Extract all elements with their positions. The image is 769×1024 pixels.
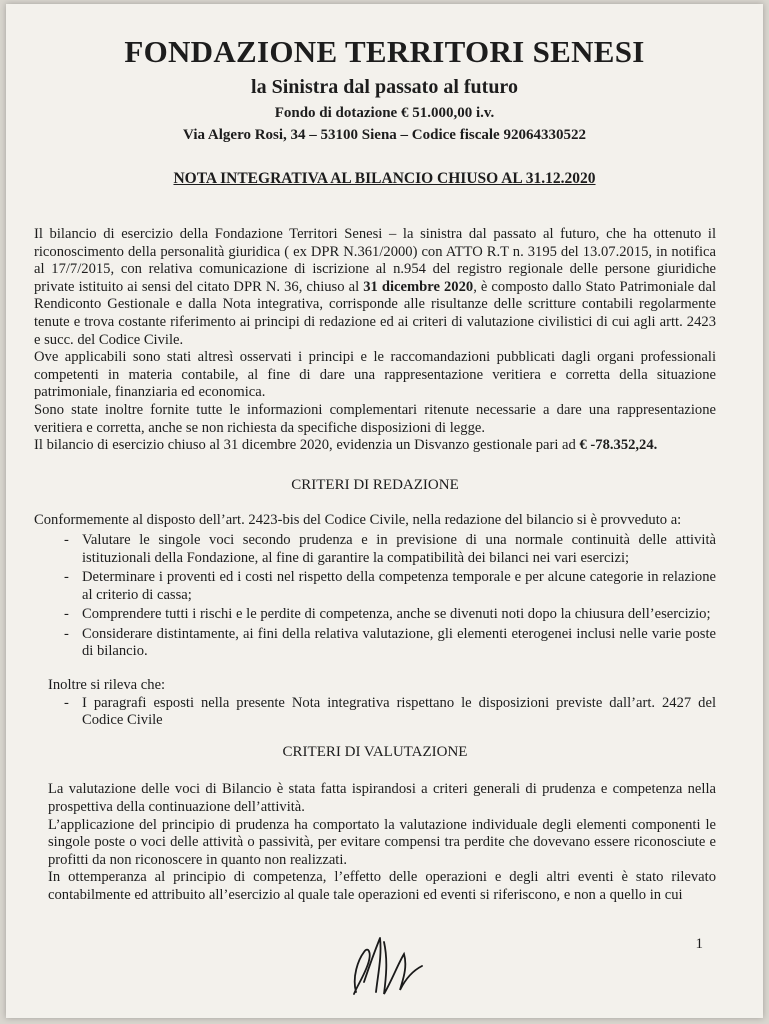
page-number: 1 — [695, 936, 703, 952]
organization-name: FONDAZIONE TERRITORI SENESI — [124, 34, 645, 69]
organization-motto: la Sinistra dal passato al futuro — [251, 76, 518, 98]
note-lead: Inoltre si rileva che: — [48, 677, 166, 694]
list-item: - Comprendere tutti i rischi e le perdite di competenza, anche se divenuti noti dopo la chiusura dell’esercizio; — [64, 606, 716, 624]
document-body — [34, 226, 716, 905]
valutazione-paragraph-3: In ottemperanza al principio di competenza, l’effetto delle operazioni e degli altri eventi è stato rilevato contabilmente ed attribuito all’esercizio al quale tale operazioni ed eventi si riferiscono, e non a quello in cui — [48, 869, 716, 903]
valutazione-paragraph-2: L’applicazione del principio di prudenza ha comportato la valutazione individuale degli elementi componenti le singole poste o voci delle attività o passività, per evitare compensi tra perdite che dovevano essere riconosciute e profitti da non riconoscere in quanto non realizzati. — [48, 816, 716, 868]
document-page — [6, 4, 763, 1018]
paragraph-principles: Ove applicabili sono stati altresì osservati i principi e le raccomandazioni pubblicati dagli organi professionali competenti in materia contabile, al fine di dare una rappresentazione veritiera e corretta della situazione patrimoniale, finanziaria ed economica. — [34, 349, 716, 401]
list-item: - I paragrafi esposti nella presente Nota integrativa rispettano le disposizioni previste dall’art. 2427 del Codice Civile — [64, 695, 716, 730]
note-list — [34, 695, 716, 730]
signature — [342, 922, 432, 1002]
paragraph-complementary-info: Sono state inoltre fornite tutte le informazioni complementari ritenute necessarie a dare una rappresentazione veritiera e corretta, anche se non richiesta da specifiche disposizioni di legge. — [34, 401, 716, 436]
list-item: - Valutare le singole voci secondo prudenza e in previsione di una normale continuità delle attività istituzionali della Fondazione, al fine di garantire la compatibilità dei bilanci nei vari esercizi; — [64, 532, 716, 567]
list-item: - Considerare distintamente, ai fini della relativa valutazione, gli elementi eterogenei inclusi nelle varie poste di bilancio. — [64, 626, 716, 661]
deficit-amount: € -78.352,24. — [579, 437, 658, 454]
valutazione-paragraph-1: La valutazione delle voci di Bilancio è stata fatta ispirandosi a criteri generali di prudenza e competenza nella prospettiva della continuazione dell’attività. — [48, 781, 716, 816]
paragraph-deficit — [34, 437, 716, 455]
closing-date: 31 dicembre 2020 — [363, 278, 474, 295]
intro-text-continued: , è composto dallo Stato Patrimoniale dal Rendiconto Gestionale e dalla Nota integrativa, corrisponde alle risultanze delle scritture contabili regolarmente tenute e trova costante riferimento ai principi di redazione ed ai criteri di valutazione civilistici di cui agli artt. 2423 e succ. del Codice Civile. — [34, 278, 716, 348]
criteri-redazione-list — [34, 532, 716, 661]
letterhead — [6, 34, 763, 144]
intro-paragraph — [34, 226, 716, 349]
criteri-redazione-lead: Conformemente al disposto dell’art. 2423-bis del Codice Civile, nella redazione del bilancio si è provveduto a: — [34, 512, 682, 529]
section-heading-criteri-valutazione: CRITERI DI VALUTAZIONE — [282, 743, 468, 760]
deficit-text: Il bilancio di esercizio chiuso al 31 dicembre 2020, evidenzia un Disvanzo gestionale pari ad — [34, 437, 580, 454]
endowment-fund: Fondo di dotazione € 51.000,00 i.v. — [274, 105, 495, 121]
address-line: Via Algero Rosi, 34 – 53100 Siena – Codice fiscale 92064330522 — [183, 127, 586, 143]
intro-text: Il bilancio di esercizio della Fondazione Territori Senesi – la sinistra dal passato al futuro, che ha ottenuto il riconoscimento della personalità giuridica ( ex DPR N.361/2000) con ATTO R.T n. 3195 del 13.07.2015, in notifica al 17/7/2015, con relativa comunicazione di iscrizione al n.954 del registro regionale delle persone giuridiche private istituito ai sensi del citato DPR N. 36, chiuso al — [34, 226, 716, 295]
section-heading-criteri-redazione: CRITERI DI REDAZIONE — [291, 476, 459, 493]
list-item: - Determinare i proventi ed i costi nel rispetto della competenza temporale e per alcune categorie in relazione al criterio di cassa; — [64, 569, 716, 604]
document-title: NOTA INTEGRATIVA AL BILANCIO CHIUSO AL 31.12.2020 — [173, 170, 596, 187]
